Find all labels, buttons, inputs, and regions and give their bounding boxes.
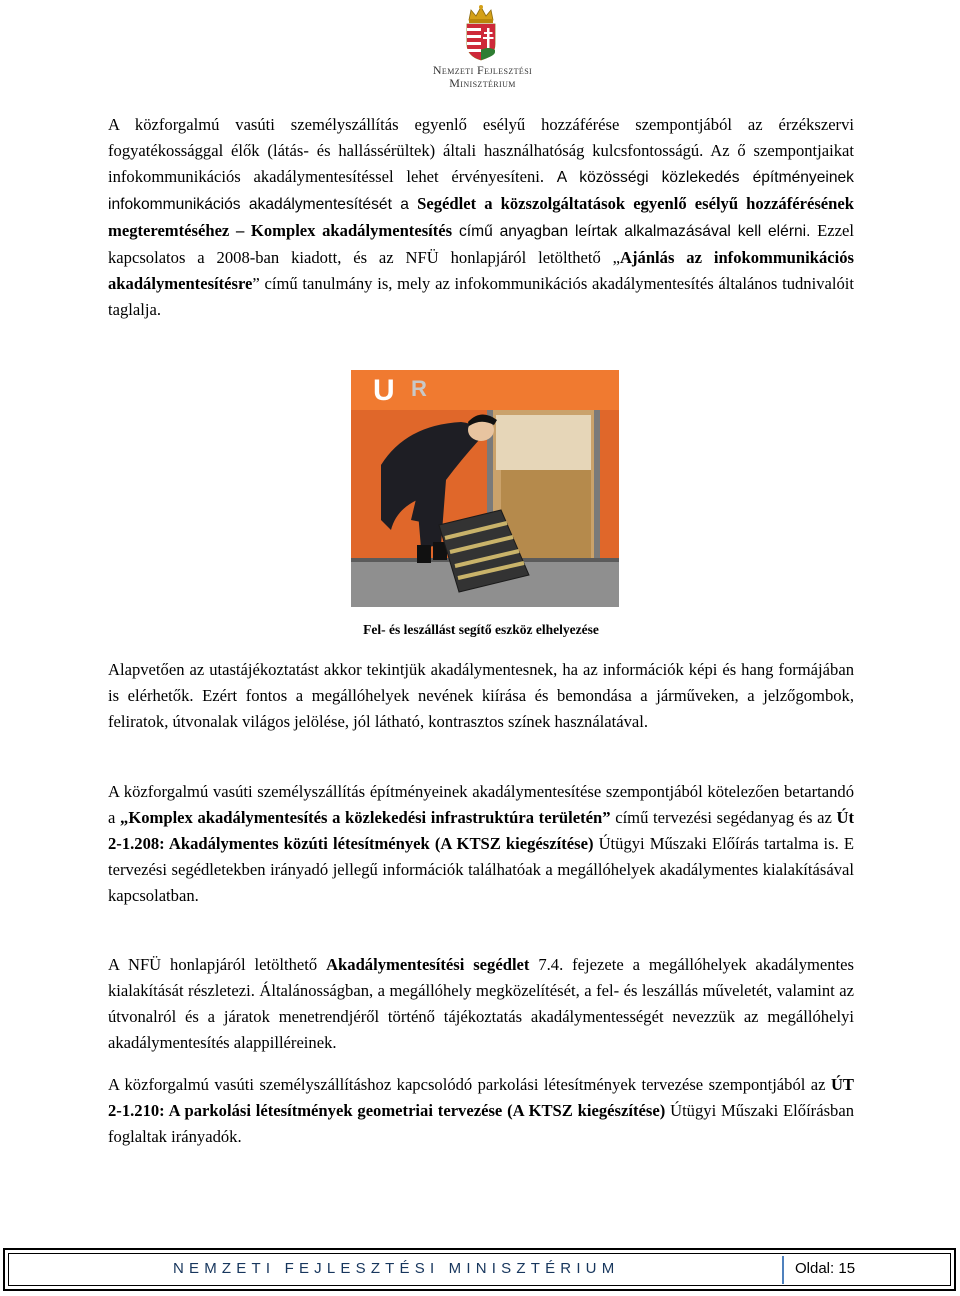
p4-bold-segedlet: Akadálymentesítési segédlet <box>326 955 530 974</box>
hungarian-coat-of-arms-icon <box>461 4 501 62</box>
p5-text-1: A közforgalmú vasúti személyszállításhoz kapcsolódó parkolási létesítmények tervezése szempontjából az <box>108 1075 831 1094</box>
intro-paragraph <box>108 112 854 323</box>
svg-text:U: U <box>373 374 395 407</box>
paragraph-design-guidelines <box>108 779 854 909</box>
paragraph-4 <box>108 952 854 1056</box>
intro-text-3: című anyagban leírtak alkalmazásával kell elérni. <box>452 223 811 240</box>
intro-text-2: A közösségi közlekedés építményeinek infokommunikációs akadálymentesítését a <box>108 169 854 213</box>
p4-text-2: 7.4. fejezete a megállóhelyek akadálymentes kialakítását részletezi. Általánosságban, a megállóhely megközelítését, a fel- és leszállás műveletét, valamint az útvonalról és a járatok menetrendjéről történő tájékoztatás akadálymentességét nevezzük az megállóhelyi akadálymentesítés alappilléreinek. <box>108 955 854 1052</box>
intro-text-4: Ezzel kapcsolatos a 2008-ban kiadott, és az NFÜ honlapjáról letölthető „ <box>108 221 854 267</box>
ministry-logo-text <box>410 64 555 90</box>
figure-caption: Fel- és leszállást segítő eszköz elhelyezése <box>363 622 599 637</box>
paragraph-accessibility-guide <box>108 952 854 1056</box>
footer-page-number: Oldal: 15 <box>795 1260 856 1277</box>
ministry-name-line1: Nemzeti Fejlesztési <box>432 63 533 77</box>
paragraph-passenger-info <box>108 657 854 735</box>
intro-bold-ajanlas: Ajánlás az infokommunikációs akadálymentesítésre <box>108 248 855 293</box>
page-footer <box>3 1248 956 1291</box>
paragraph-2: Alapvetően az utastájékoztatást akkor tekintjük akadálymentesnek, ha az információk képi és hang formájában is elérhetők. Ezért fontos a megállóhelyek nevének kiírása és bemondása a járműveken, a jelzőgombok, feliratok, útvonalak világos jelölése, jól látható, kontrasztos színek használatával. <box>108 660 854 731</box>
photo-ramp-placement <box>351 370 619 607</box>
intro-text-1: A közforgalmú vasúti személyszállítás egyenlő esélyű hozzáférése szempontjából az érzékszervi fogyatékossággal élők (látás- és hallássérültek) általi használhatóság kulcsfontosságú. Az ő szempontjaikat infokommunikációs akadálymentesítéssel lehet érvényesíteni. <box>108 115 854 186</box>
p5-text-2: Útügyi Műszaki Előírásban foglaltak irányadók. <box>108 1101 854 1146</box>
ministry-name-line2: Minisztérium <box>449 76 516 90</box>
photo-illustration <box>351 370 619 607</box>
p3-bold-komplex: „Komplex akadálymentesítés a közlekedési infrastruktúra területén” <box>120 808 611 827</box>
footer-divider <box>782 1256 784 1284</box>
p5-bold-ut-2-1-210: ÚT 2-1.210: A parkolási létesítmények geometriai tervezése (A KTSZ kiegészítése) <box>108 1075 854 1120</box>
p3-bold-ut-2-1-208: Út 2-1.208: Akadálymentes közúti létesítmények (A KTSZ kiegészítése) <box>108 808 855 853</box>
p3-text-3: Útügyi Műszaki Előírás tartalma is. E tervezési segédletekben irányadó jellegű információk találhatóak a megállóhelyek akadálymentes kialakításával kapcsolatban. <box>108 834 854 905</box>
intro-text-5: ” című tanulmány is, mely az infokommunikációs akadálymentesítés általános tudnivalóit taglalja. <box>108 274 854 319</box>
p3-text-2: című tervezési segédanyag és az <box>610 808 837 827</box>
paragraph-parking <box>108 1072 854 1150</box>
svg-text:R: R <box>411 376 427 401</box>
paragraph-3 <box>108 779 854 909</box>
paragraph-5 <box>108 1072 854 1150</box>
intro-paragraph-block <box>108 112 854 323</box>
intro-bold-segedlet: Segédlet a közszolgáltatások egyenlő esélyű hozzáférésének megteremtéséhez – Komplex akadálymentesítés <box>108 194 854 240</box>
p3-text-1: A közforgalmú vasúti személyszállítás építményeinek akadálymentesítése szempontjából kötelezően betartandó a <box>108 782 854 827</box>
footer-ministry-title: NEMZETI FEJLESZTÉSI MINISZTÉRIUM <box>173 1260 620 1277</box>
p4-text-1: A NFÜ honlapjáról letölthető <box>108 955 327 974</box>
page-header <box>0 0 960 100</box>
